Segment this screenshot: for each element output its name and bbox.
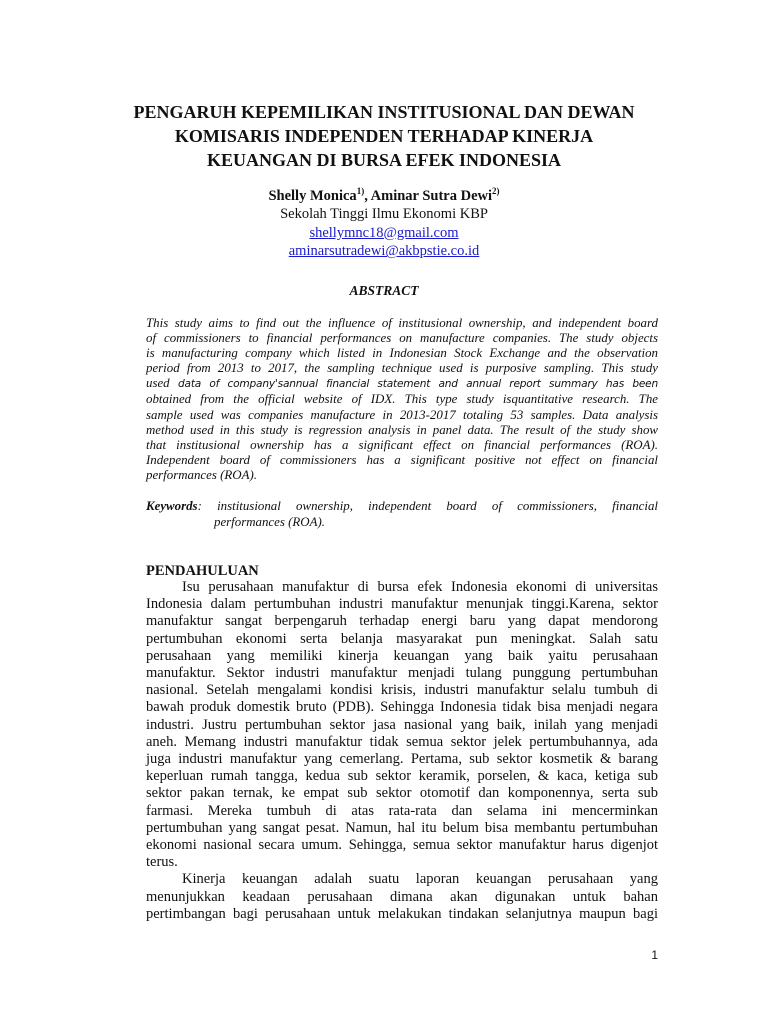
title-line: KEUANGAN DI BURSA EFEK INDONESIA	[206, 150, 562, 170]
body-line: sektor pakan ternak, ke empat sub sektor otomotif dan komponennya, serta sub	[146, 785, 658, 802]
abstract-line: method used in this study is regression analysis in panel data. The result of the study show	[146, 422, 658, 437]
abstract-line: of commissioners to financial performances on manufacture companies. The study objects	[146, 331, 658, 346]
body-line: menunjukkan keadaan perusahaan dimana akan digunakan untuk bahan	[146, 888, 658, 905]
author-block	[100, 182, 668, 261]
abstract-line: that institusional ownership has a significant effect on financial performances (ROA).	[146, 437, 658, 452]
title-line: PENGARUH KEPEMILIKAN INSTITUSIONAL DAN DEWAN	[133, 102, 635, 122]
author-name: Shelly Monica	[268, 187, 357, 204]
page-number: 1	[651, 948, 658, 962]
body-line: juga industri manufaktur yang cemerlang. Pertama, sub sektor kosmetik & barang	[146, 751, 658, 768]
body-line: manufaktur. Sektor industri manufaktur menjadi tulang punggung pertumbuhan	[146, 665, 658, 682]
body-line: aneh. Memang industri manufaktur tidak semua sektor jelek pertumbuhannya, ada	[146, 733, 658, 750]
section-body	[146, 579, 658, 923]
author-name: Aminar Sutra Dewi	[370, 187, 493, 204]
author-separator: ,	[364, 187, 371, 204]
abstract-line-prefix: used	[146, 376, 170, 391]
keywords-label: Keywords	[146, 499, 198, 513]
body-line: pertimbangan bagi perusahaan untuk melakukan tindakan selanjutnya maupun bagi	[146, 905, 658, 922]
abstract-line: sample used was companies manufacture in 2013-2017 totaling 53 samples. Data analysis	[146, 407, 658, 422]
keywords-line: performances (ROA).	[214, 515, 325, 529]
body-line: perusahaan yang memiliki kinerja keuangan yang baik yaitu perusahaan	[146, 647, 658, 664]
body-line: manufaktur sangat berpengaruh terhadap energi baru yang dapat mendorong	[146, 613, 658, 630]
body-line: Isu perusahaan manufaktur di bursa efek Indonesia ekonomi di universitas	[182, 579, 658, 595]
abstract-text	[146, 316, 658, 483]
body-line: pertumbuhan yang sangat pesat. Namun, hal itu belum bisa membantu pertumbuhan	[146, 819, 658, 836]
body-line: ekonomi nasional secara umum. Sehingga, semua sektor manufaktur harus digenjot	[146, 837, 658, 854]
body-line: nasional. Setelah mengalami kondisi krisis, industri manufaktur selalu tumbuh di	[146, 682, 658, 699]
abstract-line-sans-segment: data of company'sannual financial statement and annual report summary has been	[178, 378, 658, 391]
body-line: keperluan rumah tangga, kedua sub sektor keramik, porselen, & kaca, ketiga sub	[146, 768, 658, 785]
body-line: Kinerja keuangan adalah suatu laporan keuangan perusahaan yang	[182, 871, 658, 888]
body-line: farmasi. Mereka tumbuh di atas rata-rata dan selama ini mencerminkan	[146, 802, 658, 819]
body-line: industri. Justru pertumbuhan sektor jasa nasional yang baik, inilah yang menjadi	[146, 716, 658, 733]
body-line: Indonesia dalam pertumbuhan industri manufaktur menunjak tinggi.Karena, sektor	[146, 596, 658, 613]
author-names	[100, 182, 668, 205]
abstract-line: This study aims to find out the influence of institusional ownership, and independent board	[146, 316, 658, 330]
body-line: pertumbuhan ekonomi serta belanja masyarakat pun meningkat. Salah satu	[146, 630, 658, 647]
abstract-line	[146, 376, 658, 392]
abstract-line: performances (ROA).	[146, 467, 257, 482]
abstract-heading: ABSTRACT	[349, 283, 419, 298]
author-affiliation-marker: 2)	[492, 186, 500, 196]
body-line: bawah produk domestik bruto (PDB). Sehingga Indonesia tidak bisa menjadi negara	[146, 699, 658, 716]
email-link[interactable]: shellymnc18@gmail.com	[309, 224, 459, 241]
keywords-line	[146, 498, 658, 514]
author-affiliation-marker: 1)	[356, 186, 365, 196]
abstract-line: Independent board of commissioners has a significant positive not effect on financial	[146, 452, 658, 467]
section-heading: PENDAHULUAN	[146, 563, 259, 579]
affiliation: Sekolah Tinggi Ilmu Ekonomi KBP	[280, 206, 488, 223]
body-line: terus.	[146, 854, 178, 871]
email-link[interactable]: aminarsutradewi@akbpstie.co.id	[288, 243, 480, 260]
title-line: KOMISARIS INDEPENDEN TERHADAP KINERJA	[174, 126, 594, 146]
abstract-line: period from 2013 to 2017, the sampling technique used is purposive sampling. This study	[146, 361, 658, 376]
paper-title	[100, 100, 668, 172]
keywords-block	[146, 498, 658, 530]
keywords-text: : institusional ownership, independent board of commissioners, financial	[197, 499, 658, 513]
abstract-line: obtained from the official website of IDX. This type study isquantitative research. The	[146, 392, 658, 407]
abstract-line: is manufacturing company which listed in Indonesian Stock Exchange and the observation	[146, 346, 658, 361]
